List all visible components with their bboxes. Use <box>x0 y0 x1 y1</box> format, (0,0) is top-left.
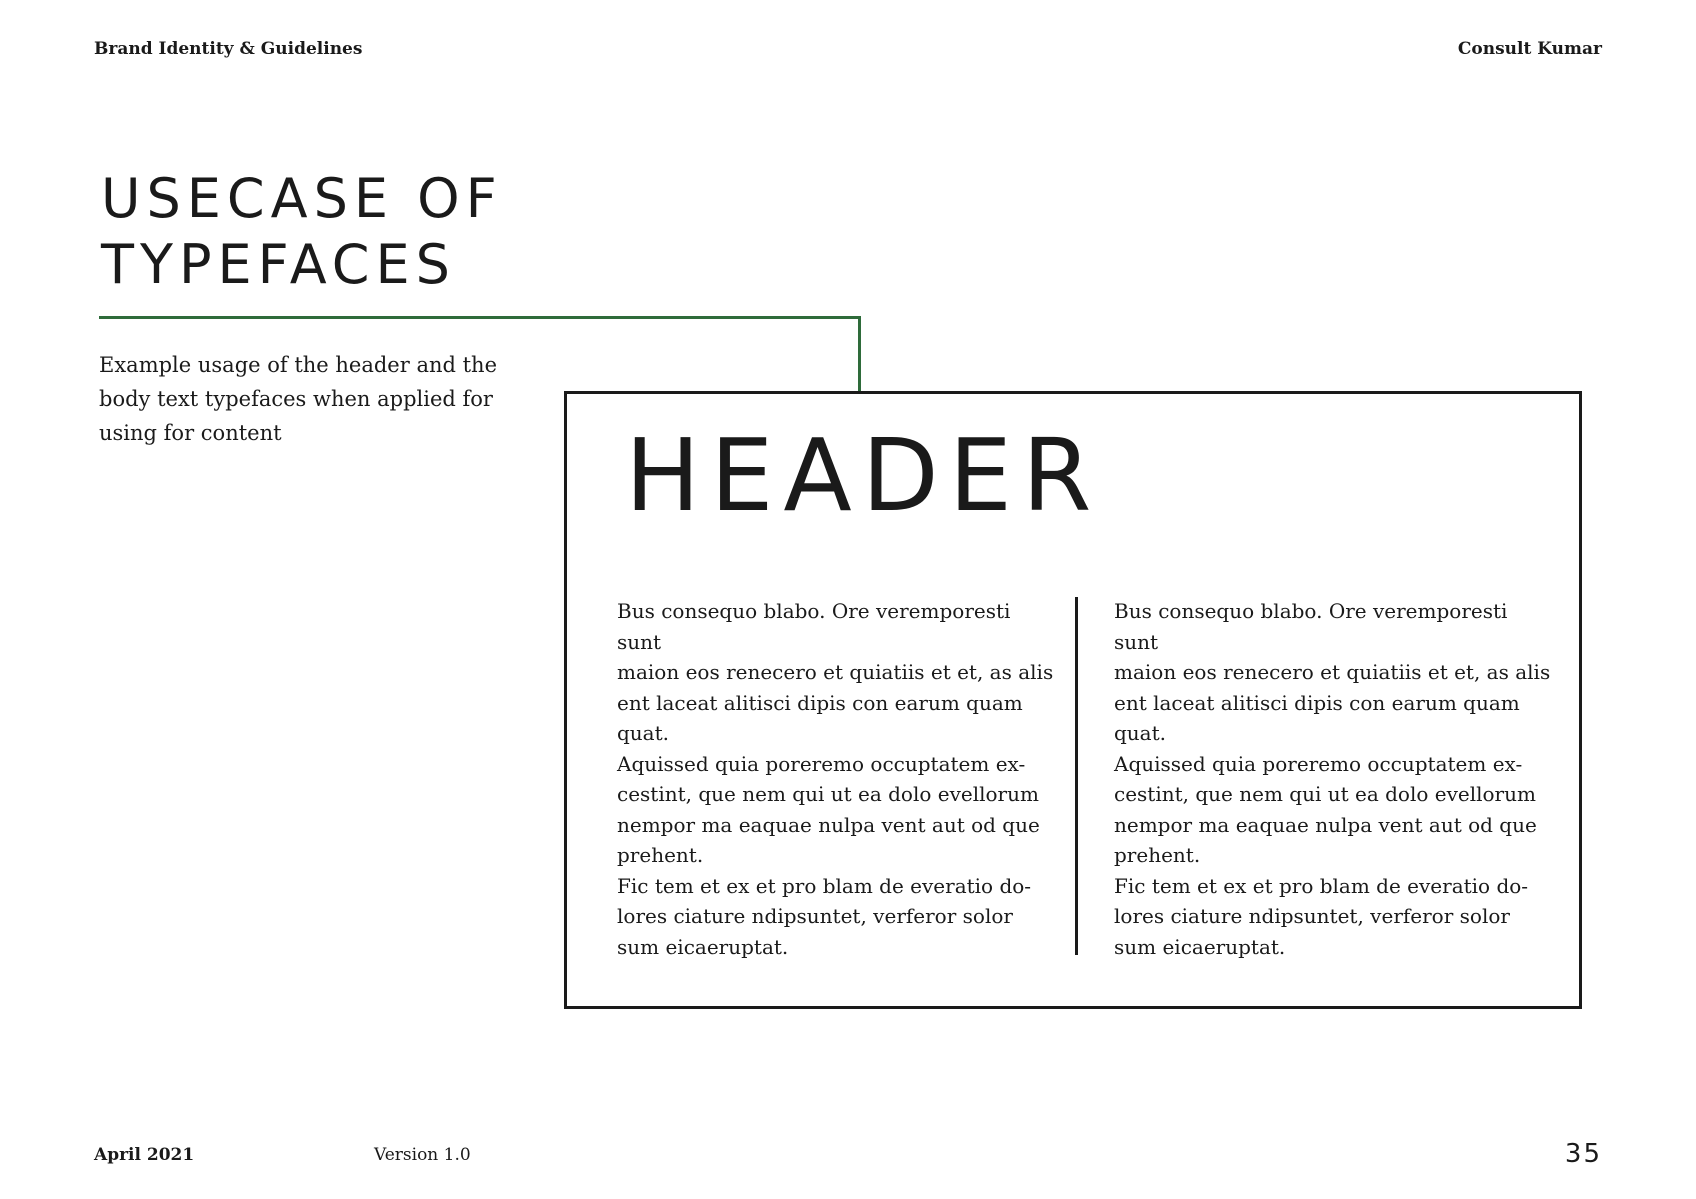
page-number: 35 <box>1564 1139 1602 1169</box>
page-description: Example usage of the header and the body text typefaces when applied for using for content <box>99 353 498 445</box>
sample-header-text: HEADER <box>625 417 1102 534</box>
page-title-line-2: TYPEFACES <box>101 233 456 296</box>
body-text-column-left <box>617 596 1057 962</box>
accent-rule-horizontal <box>99 316 861 319</box>
body-paragraph: Bus consequo blabo. Ore veremporesti sunt maion eos renecero et quiatiis et et, as alis ent laceat alitisci dipis con earum quam quat. <box>617 599 1054 745</box>
footer-date: April 2021 <box>94 1145 195 1165</box>
document-title: Brand Identity & Guidelines <box>94 39 363 59</box>
company-name: Consult Kumar <box>1457 39 1602 59</box>
footer-version: Version 1.0 <box>374 1145 471 1165</box>
page-title-line-1: USECASE OF <box>101 167 503 230</box>
column-divider <box>1075 597 1078 955</box>
body-paragraph: Fic tem et ex et pro blam de everatio do- lores ciature ndipsuntet, verferor solor sum eicaeruptat. <box>1114 873 1529 959</box>
body-paragraph: Bus consequo blabo. Ore veremporesti sunt maion eos renecero et quiatiis et et, as alis ent laceat alitisci dipis con earum quam quat. <box>1114 599 1551 745</box>
accent-rule-vertical <box>858 316 861 392</box>
page-title <box>101 166 503 298</box>
body-text-column-right <box>1114 596 1554 962</box>
body-paragraph: Aquissed quia poreremo occuptatem ex- cestint, que nem qui ut ea dolo evellorum nempor ma eaquae nulpa vent aut od que prehent. <box>617 751 1040 867</box>
typeface-sample-box <box>564 391 1582 1009</box>
body-paragraph: Aquissed quia poreremo occuptatem ex- cestint, que nem qui ut ea dolo evellorum nempor ma eaquae nulpa vent aut od que prehent. <box>1114 751 1537 867</box>
body-paragraph: Fic tem et ex et pro blam de everatio do- lores ciature ndipsuntet, verferor solor sum eicaeruptat. <box>617 873 1032 959</box>
